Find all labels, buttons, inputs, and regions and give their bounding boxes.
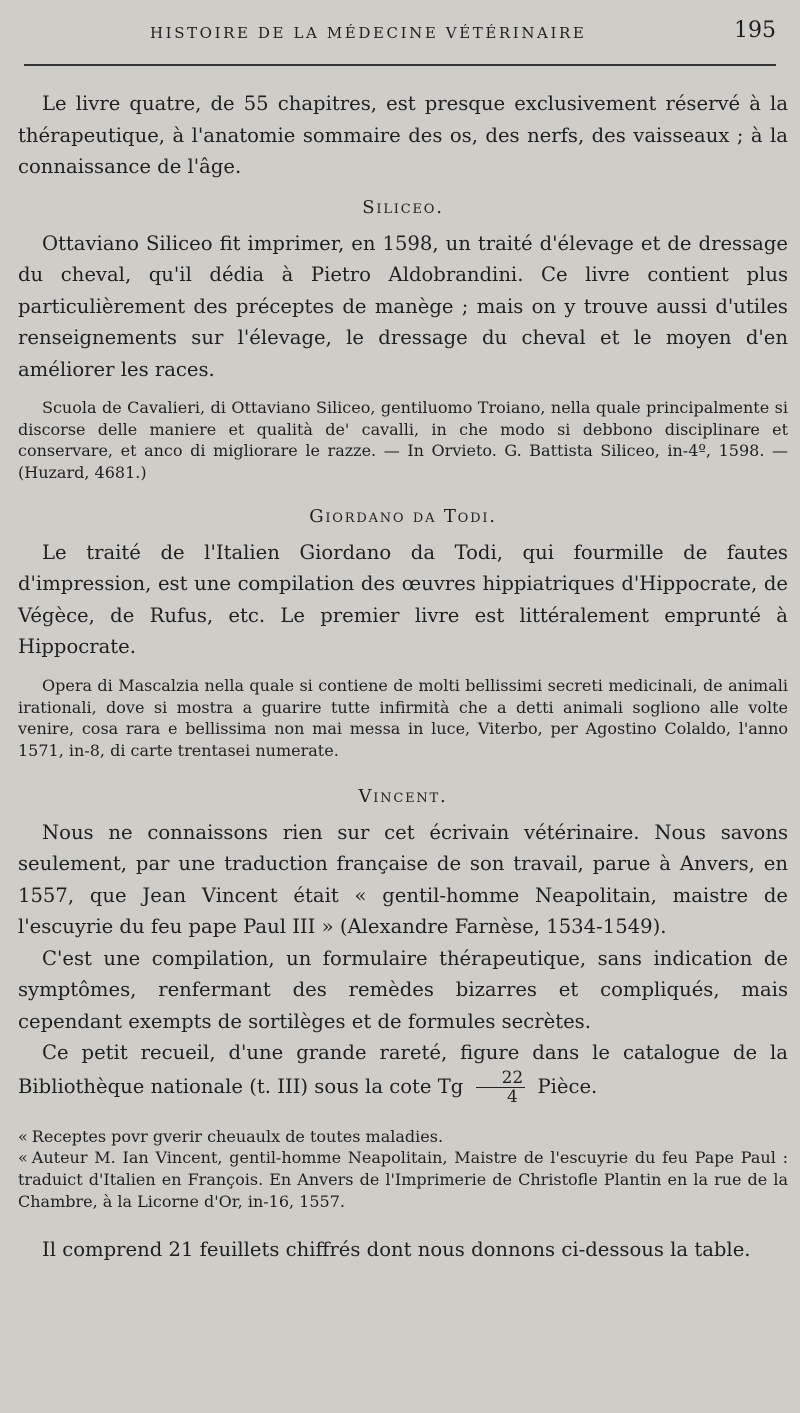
vincent-note-1-text: Receptes povr gverir cheuaulx de toutes maladies. — [31, 1126, 444, 1146]
cote-fraction — [476, 1069, 526, 1106]
running-title: HISTOIRE DE LA MÉDECINE VÉTÉRINAIRE — [150, 24, 587, 42]
vincent-note-1 — [18, 1126, 788, 1148]
header-rule — [24, 64, 776, 66]
vincent-paragraph-3-text: Ce petit recueil, d'une grande rareté, figure dans le catalogue de la Bibliothèque nationale (t. III) sous la cote Tg — [18, 1041, 788, 1098]
section-title-giordano: Giordano da Todi. — [309, 505, 497, 527]
vincent-paragraph-1: Nous ne connaissons rien sur cet écrivain vétérinaire. Nous savons seulement, par une traduction française de son travail, parue à Anvers, en 1557, que Jean Vincent était « gentil-homme Neapolitain, maistre de l'escuyrie du feu pape Paul III » (Alexandre Farnèse, 1534-1549). — [18, 820, 788, 939]
quote-mark: « — [18, 1148, 28, 1168]
section-title-siliceo: Siliceo. — [362, 196, 444, 218]
page-number: 195 — [734, 18, 776, 43]
cote-numerator: 22 — [476, 1069, 526, 1088]
vincent-note-2 — [18, 1147, 788, 1212]
vincent-notes — [18, 1126, 788, 1213]
intro-paragraph: Le livre quatre, de 55 chapitres, est presque exclusivement réservé à la thérapeutique, à l'anatomie sommaire des os, des nerfs, des vaisseaux ; à la connaissance de l'âge. — [18, 92, 788, 178]
page-body — [18, 88, 788, 1266]
vincent-paragraph-3-end: Pièce. — [537, 1074, 598, 1098]
giordano-bibliographic-note: Opera di Mascalzia nella quale si contiene de molti bellissimi secreti medicinali, de animali irationali, dove si mostra a guarire tutte infirmità che a detti animali sogliono alle volte venire, cosa rara e bellissima non mai messa in luce, Viterbo, per Agostino Colaldo, l'anno 1571, in-8, di carte trentasei numerate. — [18, 675, 788, 760]
cote-denominator: 4 — [506, 1086, 518, 1107]
vincent-note-2-text: Auteur M. Ian Vincent, gentil-homme Neapolitain, Maistre de l'escuyrie du feu Pape Paul : traduict d'Italien en François. En Anvers de l'Imprimerie de Christofle Plantin en la rue de la Chambre, à la Licorne d'Or, in-16, 1557. — [18, 1148, 788, 1211]
siliceo-bibliographic-note: Scuola de Cavalieri, di Ottaviano Siliceo, gentiluomo Troiano, nella quale principalmente si discorse delle maniere et qualità de' cavalli, in che modo si debbono disciplinare et conservare, et anco di migliorare le razze. — In Orvieto. G. Battista Siliceo, in-4º, 1598. — (Huzard, 4681.) — [18, 398, 788, 483]
vincent-paragraph-4: Il comprend 21 feuillets chiffrés dont nous donnons ci-dessous la table. — [42, 1238, 751, 1262]
quote-mark: « — [18, 1126, 28, 1146]
vincent-paragraph-2: C'est une compilation, un formulaire thérapeutique, sans indication de symptômes, renfermant des remèdes bizarres et compliqués, mais cependant exempts de sortilèges et de formules secrètes. — [18, 946, 788, 1033]
giordano-paragraph: Le traité de l'Italien Giordano da Todi, qui fourmille de fautes d'impression, est une compilation des œuvres hippiatriques d'Hippocrate, de Végèce, de Rufus, etc. Le premier livre est littéralement emprunté à Hippocrate. — [18, 540, 788, 659]
running-head — [0, 18, 800, 58]
section-title-vincent: Vincent. — [358, 785, 448, 807]
vincent-paragraph-3 — [18, 1037, 788, 1106]
siliceo-paragraph: Ottaviano Siliceo fit imprimer, en 1598, un traité d'élevage et de dressage du cheval, qu'il dédia à Pietro Aldobrandini. Ce livre contient plus particulièrement des préceptes de manège ; mais on y trouve aussi d'utiles renseignements sur l'élevage, le dressage du cheval et le moyen d'en améliorer les races. — [18, 231, 788, 381]
